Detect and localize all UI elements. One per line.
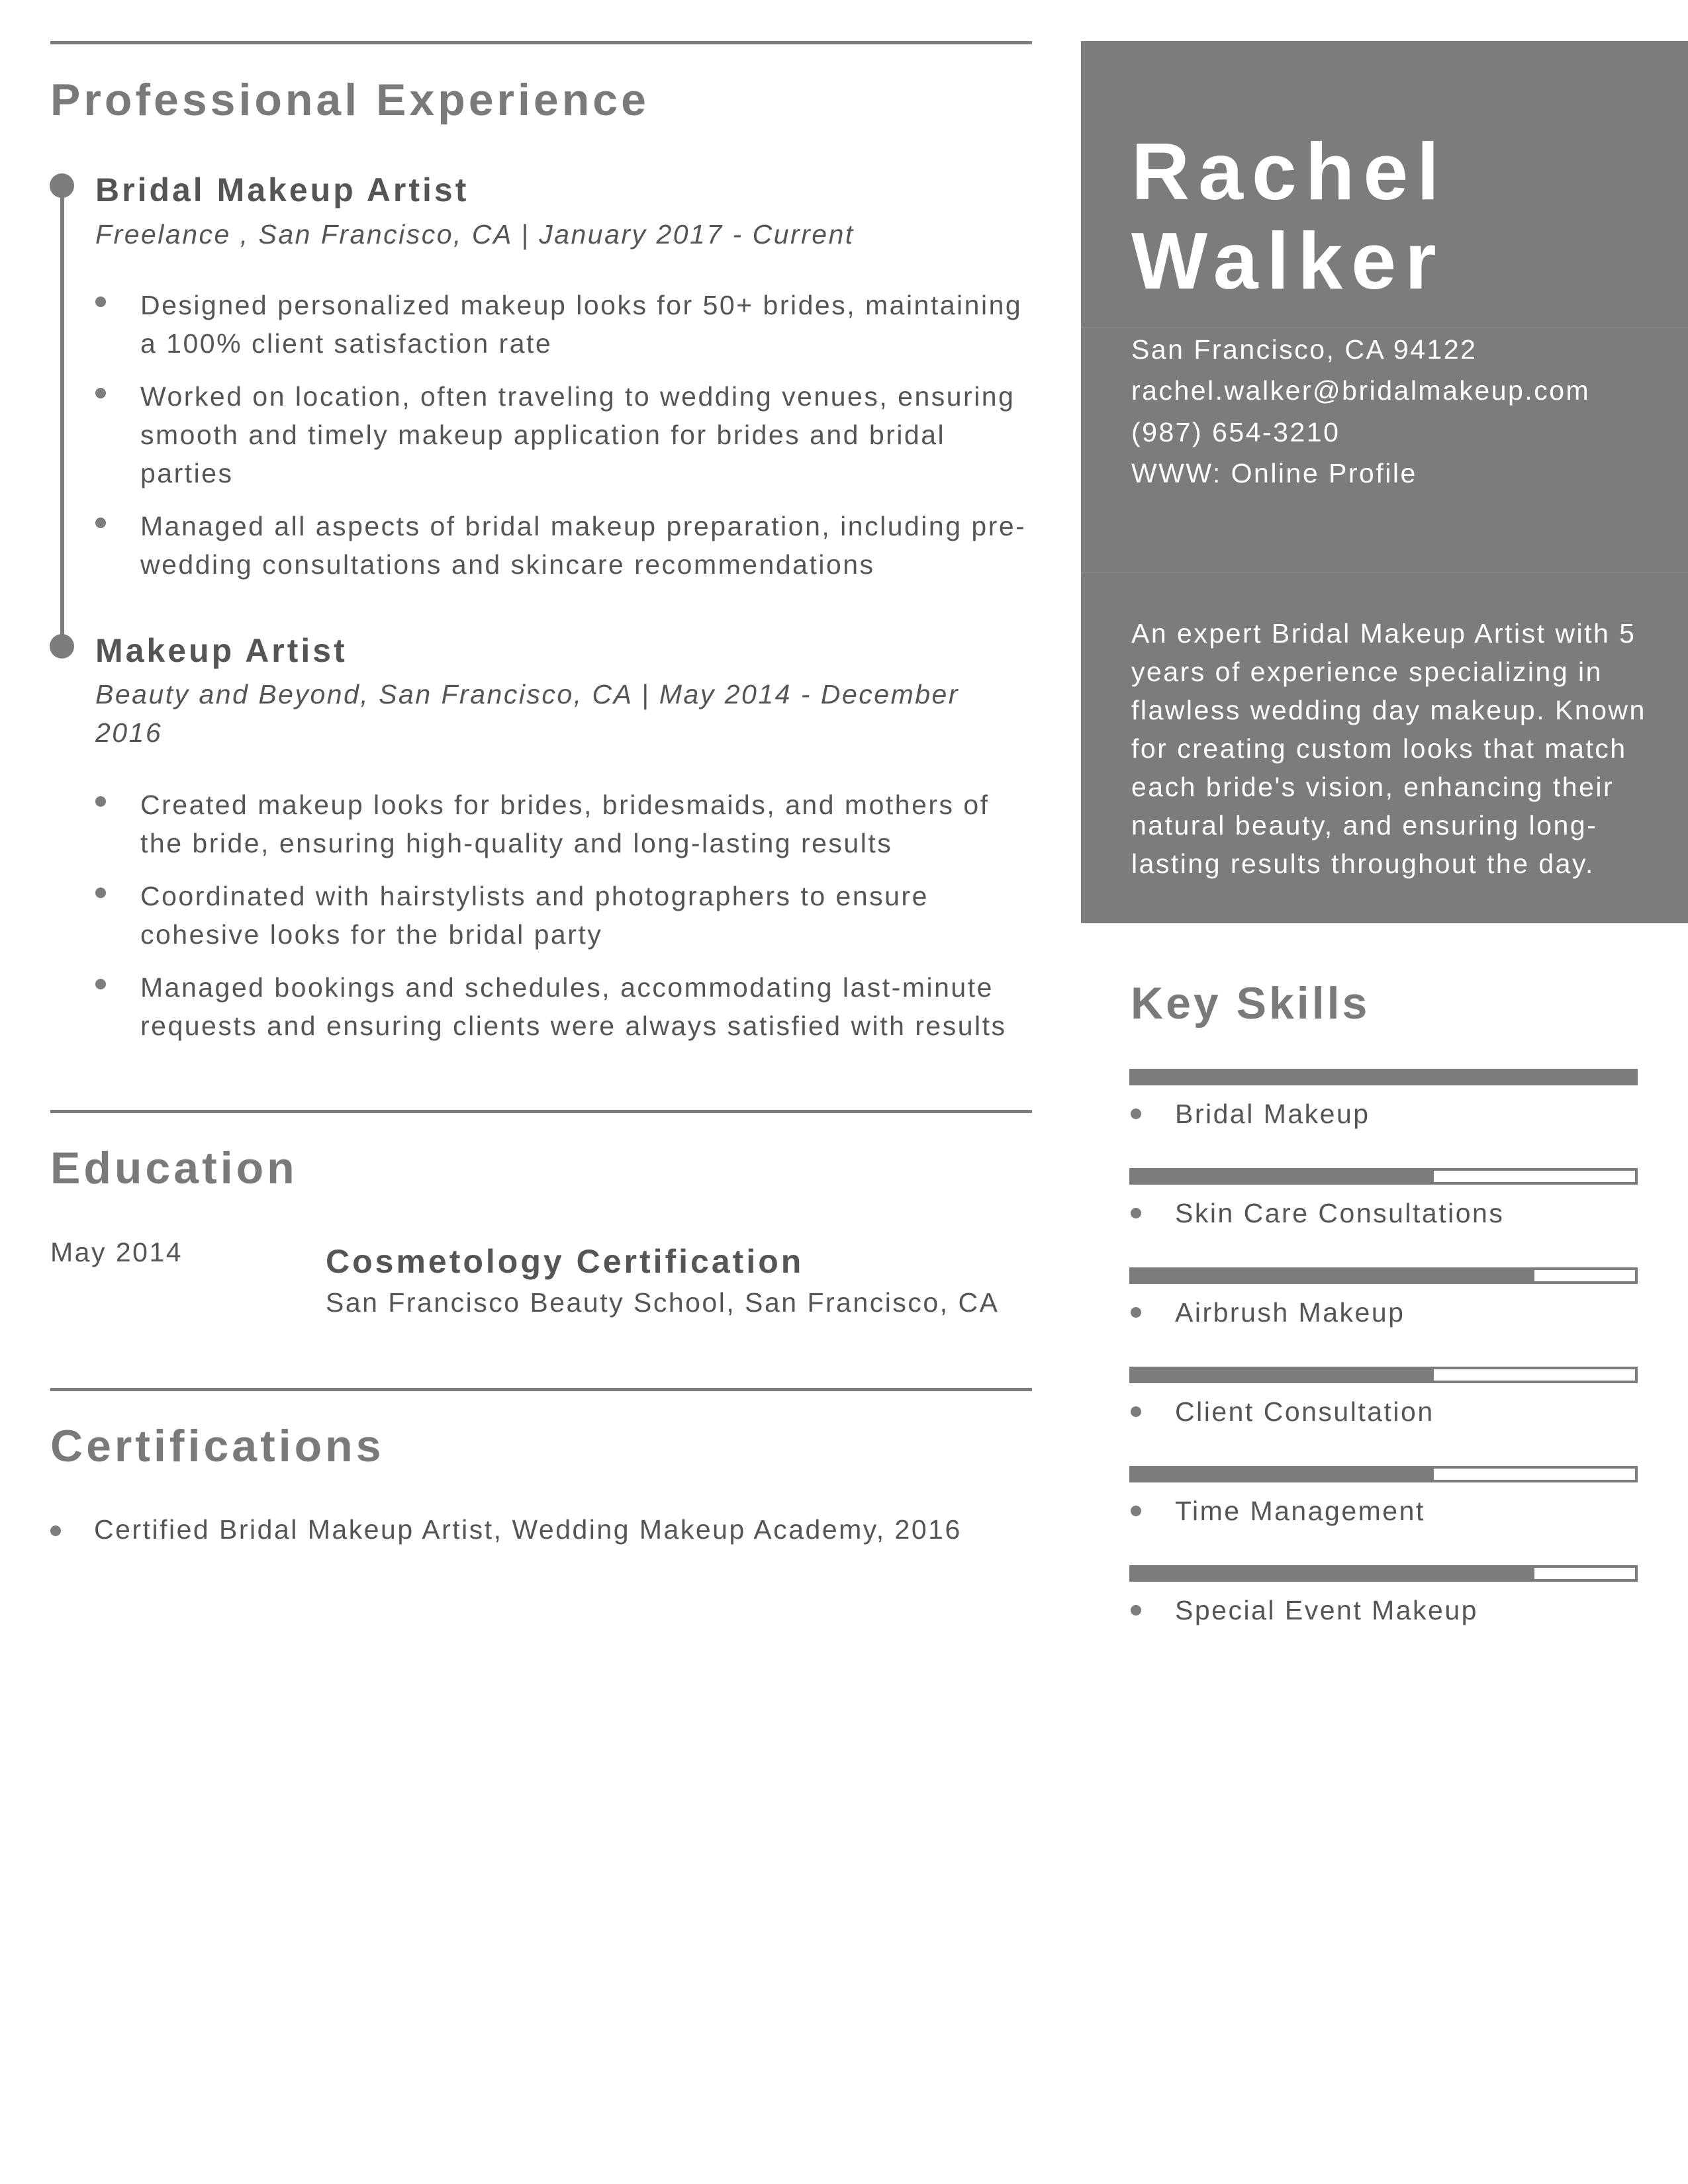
bullet-icon bbox=[1131, 1109, 1141, 1119]
skill-name: Airbrush Makeup bbox=[1175, 1297, 1405, 1328]
skill-level-bar bbox=[1129, 1168, 1638, 1185]
skill-level-bar bbox=[1129, 1466, 1638, 1482]
candidate-name bbox=[1131, 127, 1448, 306]
experience-heading: Professional Experience bbox=[50, 75, 649, 125]
job-title: Makeup Artist bbox=[95, 632, 348, 669]
skill-level-fill bbox=[1132, 1171, 1434, 1182]
last-name: Walker bbox=[1131, 216, 1445, 306]
skill-level-fill bbox=[1132, 1568, 1534, 1579]
timeline-dot bbox=[50, 173, 74, 198]
skill-name: Special Event Makeup bbox=[1175, 1595, 1478, 1625]
timeline-line bbox=[60, 185, 64, 645]
skill-name: Time Management bbox=[1175, 1496, 1425, 1526]
contact-website[interactable]: WWW: Online Profile bbox=[1131, 458, 1417, 488]
skill-name: Bridal Makeup bbox=[1175, 1099, 1370, 1129]
bullet-icon bbox=[95, 388, 106, 398]
bullet-icon bbox=[50, 1525, 61, 1536]
skill-name: Client Consultation bbox=[1175, 1396, 1434, 1427]
bullet-text: Managed bookings and schedules, accommodating last-minute requests and ensuring clients were always satisfied with results bbox=[140, 972, 1007, 1041]
contact-address: San Francisco, CA 94122 bbox=[1131, 334, 1477, 365]
bullet-icon bbox=[1131, 1605, 1141, 1615]
certification-text: Certified Bridal Makeup Artist, Wedding Makeup Academy, 2016 bbox=[94, 1514, 962, 1545]
bullet-icon bbox=[1131, 1506, 1141, 1516]
section-divider bbox=[50, 1110, 1032, 1113]
skill-level-bar bbox=[1129, 1267, 1638, 1284]
job-title: Bridal Makeup Artist bbox=[95, 171, 469, 208]
education-date: May 2014 bbox=[50, 1237, 183, 1267]
bullet-text: Designed personalized makeup looks for 50+ brides, maintaining a 100% client satisfaction rate bbox=[140, 290, 1023, 359]
profile-sidebar bbox=[1081, 41, 1688, 923]
education-degree: Cosmetology Certification bbox=[326, 1243, 804, 1280]
education-heading: Education bbox=[50, 1143, 298, 1193]
sidebar-divider bbox=[1081, 327, 1688, 328]
bullet-text: Created makeup looks for brides, bridesmaids, and mothers of the bride, ensuring high-quality and long-lasting results bbox=[140, 790, 990, 858]
contact-phone: (987) 654-3210 bbox=[1131, 417, 1340, 447]
skill-level-bar bbox=[1129, 1069, 1638, 1085]
skill-level-fill bbox=[1132, 1469, 1434, 1480]
bullet-icon bbox=[1131, 1406, 1141, 1417]
skill-level-bar bbox=[1129, 1565, 1638, 1582]
bullet-icon bbox=[1131, 1307, 1141, 1318]
bullet-text: Coordinated with hairstylists and photographers to ensure cohesive looks for the bridal party bbox=[140, 881, 929, 950]
first-name: Rachel bbox=[1131, 126, 1448, 216]
education-school: San Francisco Beauty School, San Francisco, CA bbox=[326, 1287, 1000, 1318]
skill-level-fill bbox=[1132, 1071, 1635, 1083]
bullet-icon bbox=[95, 887, 106, 898]
timeline-dot bbox=[50, 634, 74, 659]
certification-item bbox=[50, 1514, 1030, 1554]
certifications-heading: Certifications bbox=[50, 1421, 385, 1471]
skills-heading: Key Skills bbox=[1131, 978, 1370, 1028]
job-meta: Beauty and Beyond, San Francisco, CA | May 2014 - December 2016 bbox=[95, 679, 959, 748]
bullet-icon bbox=[95, 979, 106, 989]
section-divider bbox=[50, 41, 1032, 44]
bullet-text: Managed all aspects of bridal makeup preparation, including pre-wedding consultations and skincare recommendations bbox=[140, 511, 1027, 580]
bullet-text: Worked on location, often traveling to wedding venues, ensuring smooth and timely makeup application for brides and bridal parties bbox=[140, 381, 1015, 488]
bullet-icon bbox=[1131, 1208, 1141, 1218]
bullet-icon bbox=[95, 296, 106, 307]
skill-level-fill bbox=[1132, 1270, 1534, 1281]
contact-email[interactable]: rachel.walker@bridalmakeup.com bbox=[1131, 375, 1591, 406]
skill-level-bar bbox=[1129, 1367, 1638, 1383]
section-divider bbox=[50, 1388, 1032, 1391]
profile-summary: An expert Bridal Makeup Artist with 5 years of experience specializing in flawless wedding day makeup. Known for creating custom looks that match each bride's vision, enhancing their natural beauty, and ensuring long-lasting results throughout the day. bbox=[1131, 618, 1646, 879]
bullet-icon bbox=[95, 518, 106, 528]
bullet-icon bbox=[95, 796, 106, 807]
job-meta: Freelance , San Francisco, CA | January 2017 - Current bbox=[95, 219, 855, 250]
skill-name: Skin Care Consultations bbox=[1175, 1198, 1505, 1228]
sidebar-divider bbox=[1081, 572, 1688, 573]
skill-level-fill bbox=[1132, 1369, 1434, 1381]
